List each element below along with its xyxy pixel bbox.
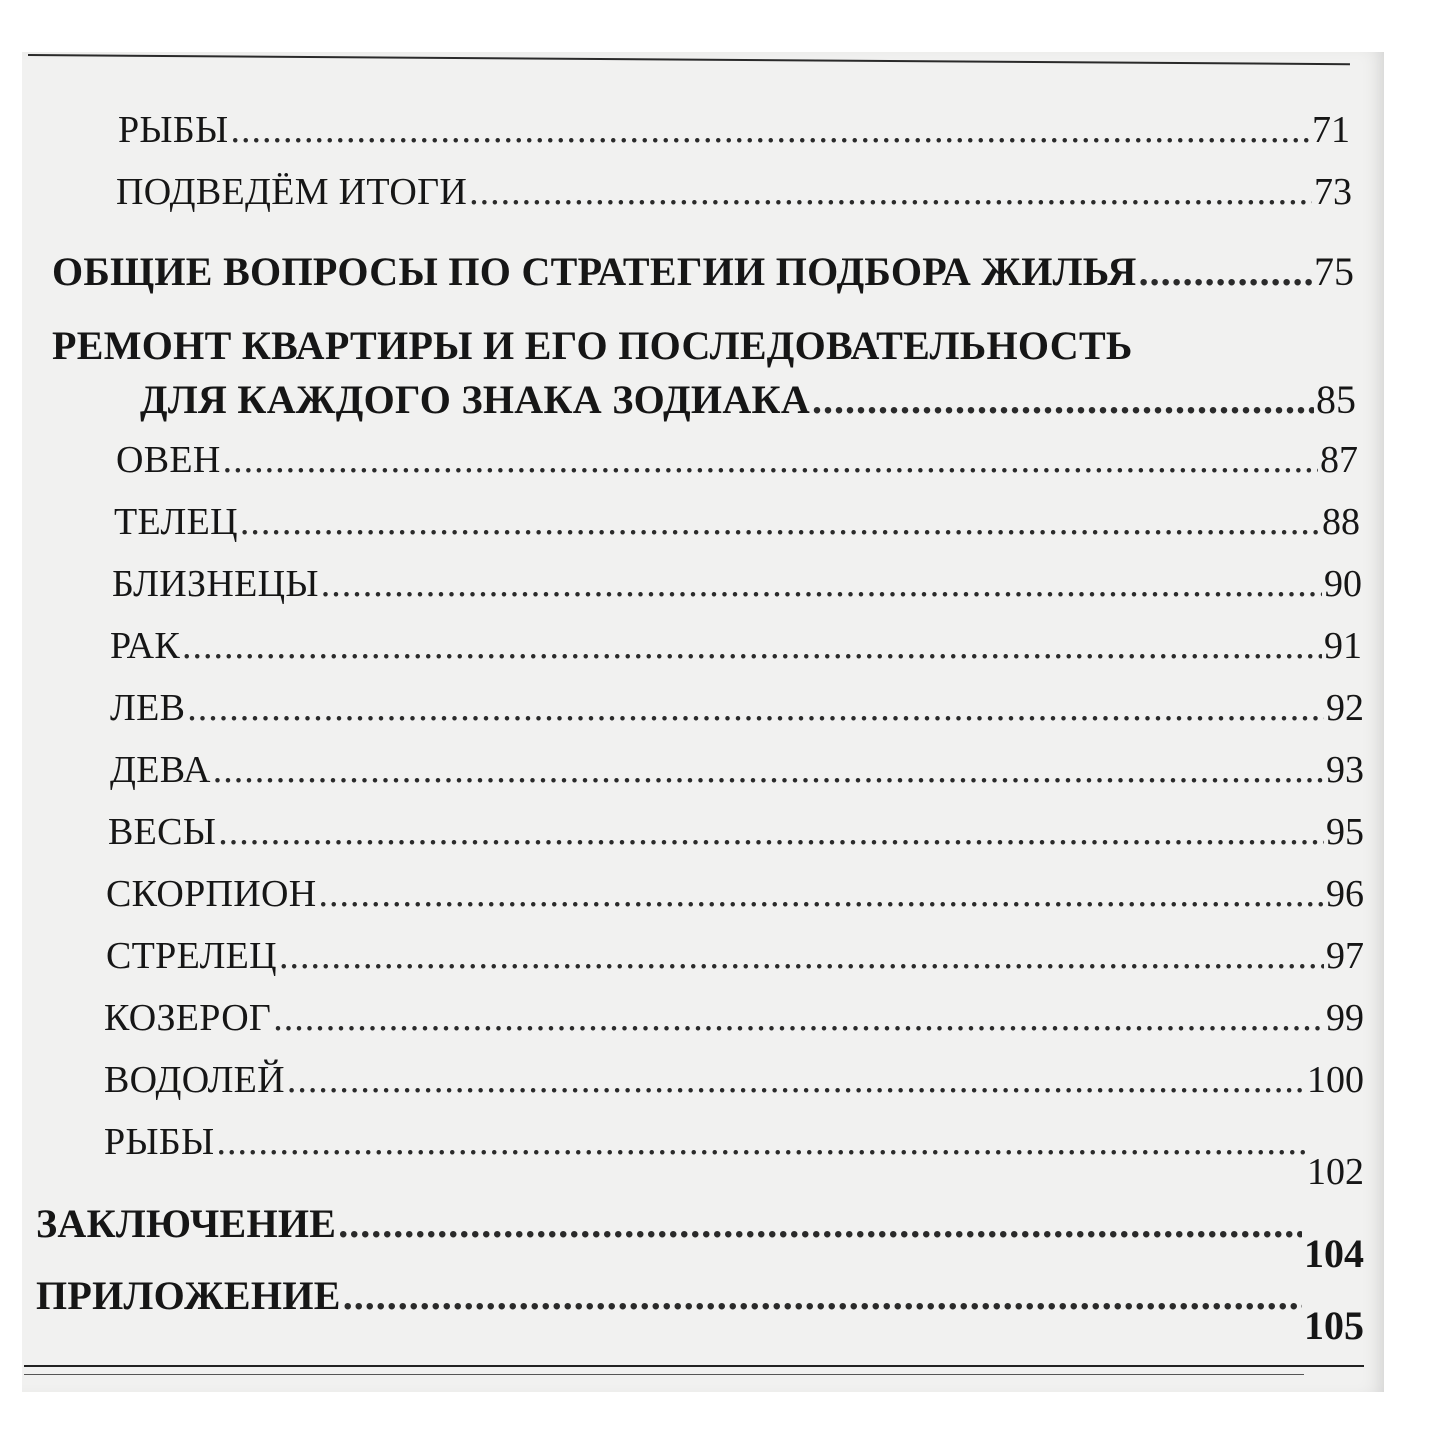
toc-entry-page: 93 xyxy=(1326,749,1364,791)
toc-leader-dots xyxy=(1139,248,1312,295)
toc-entry-title: ДЕВА xyxy=(110,749,211,791)
toc-entry-sagittarius xyxy=(106,934,1364,978)
toc-entry-page: 97 xyxy=(1326,935,1364,977)
toc-entry-title: ЛЕВ xyxy=(110,687,186,729)
toc-leader-dots xyxy=(343,1272,1302,1319)
toc-entry-title: ОВЕН xyxy=(116,439,221,481)
toc-entry-title: СКОРПИОН xyxy=(106,873,317,915)
toc-entry-page: 104 xyxy=(1304,1231,1364,1276)
toc-leader-dots xyxy=(321,562,1322,606)
toc-entry-scorpio xyxy=(106,872,1364,916)
toc-leader-dots xyxy=(223,438,1318,482)
toc-entry-page: 71 xyxy=(1312,109,1350,151)
toc-entry-title: РЫБЫ xyxy=(104,1121,215,1163)
toc-entry-page: 88 xyxy=(1322,501,1360,543)
toc-entry-title: РЫБЫ xyxy=(118,109,229,151)
toc-entry-aries xyxy=(116,438,1358,482)
toc-entry-libra xyxy=(108,810,1364,854)
toc-entry-title: КОЗЕРОГ xyxy=(104,997,272,1039)
toc-leader-dots xyxy=(338,1200,1302,1247)
toc-entry-pisces xyxy=(118,108,1350,152)
toc-entry-title: СТРЕЛЕЦ xyxy=(106,935,277,977)
toc-leader-dots xyxy=(216,1120,1305,1164)
toc-leader-dots xyxy=(319,872,1325,916)
toc-entry-page: 96 xyxy=(1326,873,1364,915)
toc-leader-dots xyxy=(187,686,1324,730)
toc-entry-title: БЛИЗНЕЦЫ xyxy=(112,563,319,605)
toc-entry-page: 99 xyxy=(1326,997,1364,1039)
toc-heading-renovation: РЕМОНТ КВАРТИРЫ И ЕГО ПОСЛЕДОВАТЕЛЬНОСТЬ xyxy=(52,323,1133,368)
toc-entry-title: ЗАКЛЮЧЕНИЕ xyxy=(36,1201,337,1246)
toc-entry-conclusion xyxy=(36,1200,1364,1276)
toc-entry-cancer xyxy=(110,624,1362,668)
toc-entry-summary xyxy=(116,170,1352,214)
bottom-rule xyxy=(24,1365,1364,1367)
toc-entry-page: 105 xyxy=(1304,1303,1364,1348)
toc-entry-title: ПРИЛОЖЕНИЕ xyxy=(36,1273,341,1318)
toc-leader-dots xyxy=(469,170,1312,214)
bottom-rule-thin xyxy=(24,1374,1304,1375)
toc-leader-dots xyxy=(218,810,1324,854)
toc-leader-dots xyxy=(230,108,1310,152)
toc-entry-housing-strategy xyxy=(52,248,1354,295)
toc-entry-page: 73 xyxy=(1314,171,1352,213)
toc-entry-title: ТЕЛЕЦ xyxy=(114,501,238,543)
toc-entry-page: 85 xyxy=(1316,377,1356,422)
toc-entry-page: 90 xyxy=(1324,563,1362,605)
toc-leader-dots xyxy=(240,500,1320,544)
toc-leader-dots xyxy=(279,934,1324,978)
toc-entry-page: 100 xyxy=(1307,1059,1364,1101)
toc-entry-leo xyxy=(110,686,1364,730)
toc-entry-page: 92 xyxy=(1326,687,1364,729)
toc-entry-page: 75 xyxy=(1314,249,1354,294)
toc-entry-title: ВЕСЫ xyxy=(108,811,217,853)
toc-entry-appendix xyxy=(36,1272,1364,1348)
toc-entry-title: ОБЩИЕ ВОПРОСЫ ПО СТРАТЕГИИ ПОДБОРА ЖИЛЬЯ xyxy=(52,249,1137,294)
toc-leader-dots xyxy=(812,376,1314,423)
toc-entry-page: 87 xyxy=(1320,439,1358,481)
toc-leader-dots xyxy=(213,748,1324,792)
toc-entry-aquarius xyxy=(104,1058,1364,1102)
toc-entry-page: 91 xyxy=(1324,625,1362,667)
toc-entry-zodiac-signs xyxy=(140,376,1356,423)
toc-leader-dots xyxy=(287,1058,1305,1102)
toc-entry-gemini xyxy=(112,562,1362,606)
toc-entry-page: 95 xyxy=(1326,811,1364,853)
toc-entry-title: ДЛЯ КАЖДОГО ЗНАКА ЗОДИАКА xyxy=(140,377,810,422)
toc-leader-dots xyxy=(273,996,1324,1040)
toc-entry-capricorn xyxy=(104,996,1364,1040)
toc-entry-title: ВОДОЛЕЙ xyxy=(104,1059,285,1101)
toc-entry-virgo xyxy=(110,748,1364,792)
toc-entry-title: РАК xyxy=(110,625,180,667)
toc-entry-pisces-2 xyxy=(104,1120,1364,1193)
toc-entry-title: ПОДВЕДЁМ ИТОГИ xyxy=(116,171,468,213)
toc-entry-taurus xyxy=(114,500,1360,544)
toc-entry-page: 102 xyxy=(1307,1151,1364,1193)
toc-leader-dots xyxy=(182,624,1322,668)
